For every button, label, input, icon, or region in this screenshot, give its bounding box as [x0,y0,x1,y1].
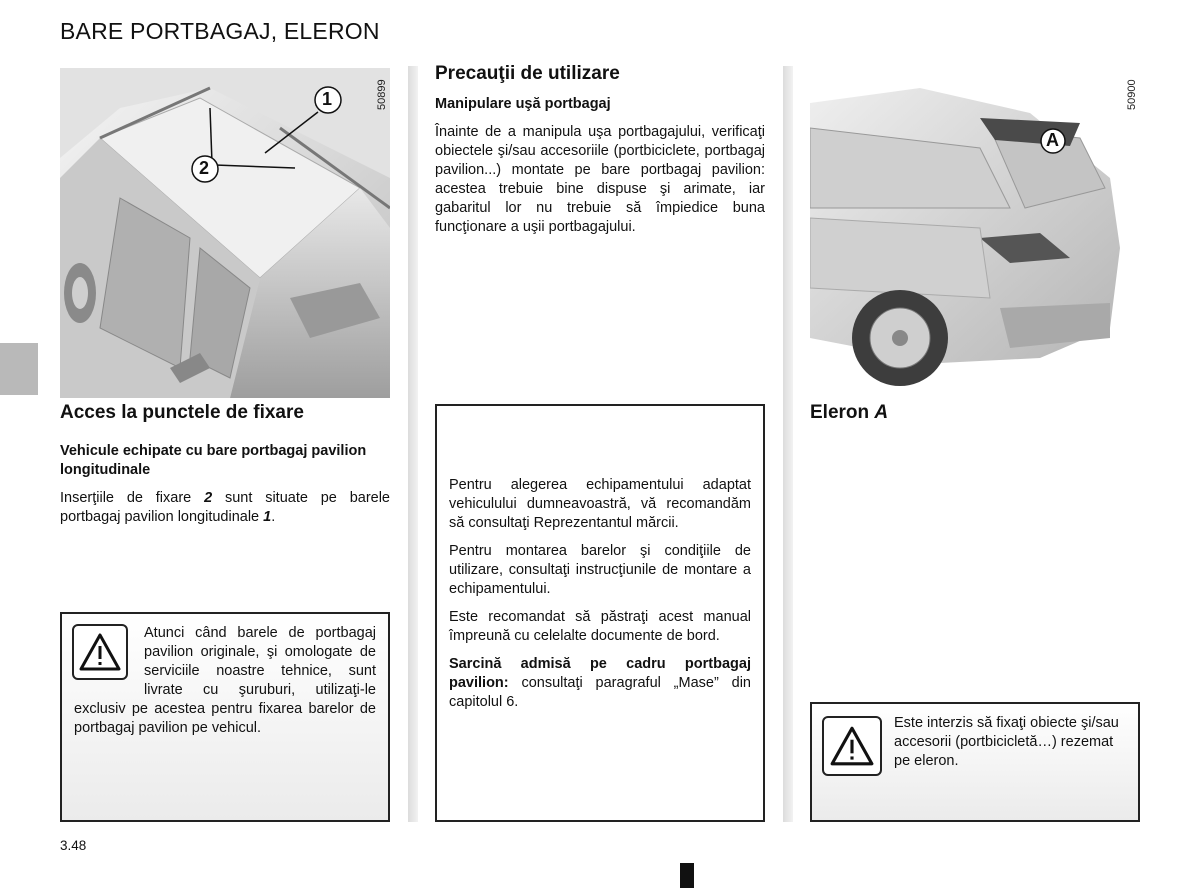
warning-text: Este interzis să fixaţi obiecte şi/sau accesorii (portbicicletă…) rezemat pe eleron. [894,715,1119,769]
roof-bars-figure [60,68,390,398]
paragraph [60,489,390,527]
warning-box [60,612,390,822]
figure-id: 50899 [376,79,388,110]
callout-label: A [1046,130,1059,150]
callout-label: 1 [322,89,333,109]
subheading: Manipulare uşă portbagaj [435,96,611,112]
page-marker [680,863,694,888]
text: sunt situate pe barele portbagaj pavilion longitudinale [60,490,390,525]
info-paragraph: Sarcină admisă pe cadru portbagaj pavilion: consultaţi paragraful „Mase” din capitolul 6. [449,656,751,710]
info-paragraph: Pentru alegerea echipamentului adaptat vehiculului dumneavoastră, vă recomandăm să consultaţi Reprezentantul mărcii. [449,477,751,531]
info-text [449,476,751,721]
info-paragraph: Este recomandat să păstraţi acest manual împreună cu celelalte documente de bord. [449,609,751,644]
car-rear-illustration [810,68,1140,398]
section-heading: Acces la punctele de fixare [60,402,304,423]
page-number: 3.48 [60,838,87,853]
ref-number: 1 [263,509,272,525]
section-heading: Precauţii de utilizare [435,63,620,84]
section-tab [0,343,38,395]
page-title: BARE PORTBAGAJ, ELERON [60,18,380,44]
ref-letter: A [874,402,889,423]
subheading: Vehicule echipate cu bare portbagaj pavilion longitudinale [60,443,367,478]
column-divider [408,66,418,822]
callout-label: 2 [199,158,210,178]
figure-id: 50900 [1126,79,1138,110]
warning-box [810,702,1140,822]
spoiler-figure [810,68,1140,398]
column-divider [783,66,793,822]
paragraph: Înainte de a manipula uşa portbagajului, verificaţi obiectele şi/sau accesoriile (portbiciclete, portbagaj pavilion...) montate pe bare portbagaj pavilion: acestea trebuie bine dispuse şi arimate, iar gabaritul lor nu trebuie să împiedice buna funcţionare a uşii portbagajului. [435,124,765,235]
info-box [435,404,765,822]
text: Inserţiile de fixare [60,490,205,506]
warning-text: Atunci când barele de portbagaj pavilion originale, şi omologate de serviciile noastre tehnice, sunt livrate cu şuruburi, utilizaţi-le exclusiv pe acestea pentru fixarea barelor de portbagaj pavilion pe vehicul. [74,625,376,736]
ref-number: 2 [204,490,213,506]
text: . [271,509,276,525]
warning-icon [822,716,882,776]
info-paragraph: Pentru montarea barelor şi condiţiile de utilizare, consultaţi instrucţiunile de montare a echipamentului. [449,543,751,597]
section-heading: Eleron A [810,402,889,423]
car-roof-illustration [60,68,390,398]
